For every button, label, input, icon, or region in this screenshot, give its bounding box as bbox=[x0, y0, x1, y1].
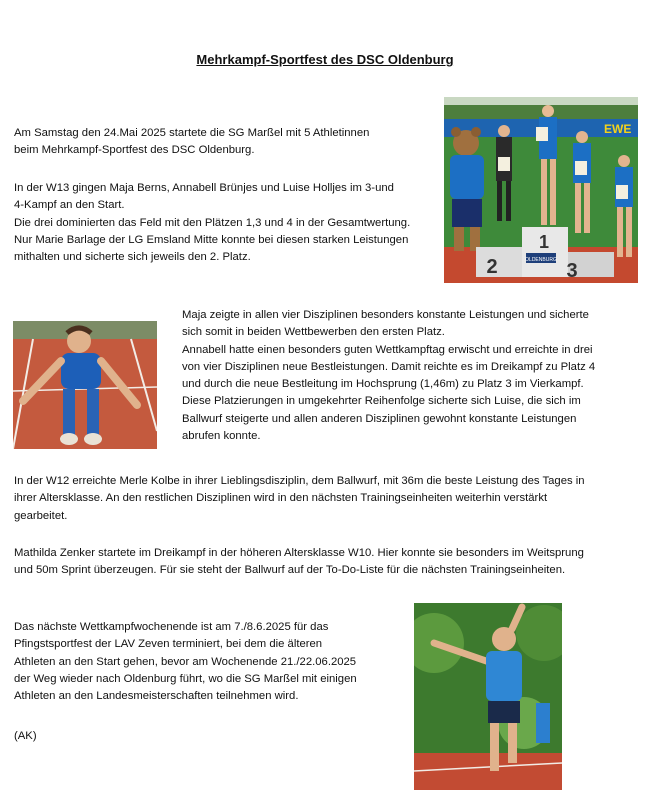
mascot-ear bbox=[451, 127, 461, 137]
longjump-photo bbox=[13, 321, 157, 449]
jumper-shoe bbox=[84, 433, 102, 445]
outlook-paragraph bbox=[14, 619, 357, 705]
text-line: 4-Kampf an den Start. bbox=[14, 199, 125, 212]
mascot-leg bbox=[454, 227, 464, 251]
athlete-head bbox=[576, 131, 588, 143]
author-signature bbox=[14, 728, 37, 745]
text-line: und 50m Sprint überzeugen. Für sie steht der Ballwurf auf der To-Do-Liste für die nächsten Trainingseinheiten. bbox=[14, 564, 566, 577]
text-line: gearbeitet. bbox=[14, 509, 68, 522]
certificate bbox=[536, 127, 548, 141]
text-line: Maja zeigte in allen vier Disziplinen besonders konstante Leistungen und sicherte bbox=[182, 309, 589, 321]
page-title: Mehrkampf-Sportfest des DSC Oldenburg bbox=[196, 52, 454, 67]
throw-scene bbox=[414, 603, 562, 790]
text-line: Pfingstsportfest der LAV Zeven terminiert, bei dem die älteren bbox=[14, 638, 323, 651]
text-line: Die drei dominierten das Feld mit den Plätzen 1,3 und 4 in der Gesamtwertung. bbox=[14, 216, 411, 229]
certificate bbox=[616, 185, 628, 199]
athlete-leg bbox=[617, 207, 623, 257]
text-line: sich somit in beiden Wettbewerben den ersten Platz. bbox=[182, 326, 445, 339]
jumper-sock bbox=[87, 389, 99, 435]
mascot-shorts bbox=[452, 199, 482, 227]
athlete-leg bbox=[575, 183, 581, 233]
text-line: von vier Disziplinen neue Bestleistungen. Damit reichte es im Dreikampf zu Platz 4 bbox=[182, 360, 596, 373]
text-line: und durch die neue Bestleitung im Hochsprung (1,46m) zu Platz 3 im Vierkampf. bbox=[182, 378, 584, 391]
intro-paragraph bbox=[14, 125, 369, 160]
banner-text: EWE bbox=[604, 122, 632, 136]
thrower-leg bbox=[508, 723, 517, 763]
athlete-head bbox=[618, 155, 630, 167]
text-line: Nur Marie Barlage der LG Emsland Mitte konnte bei diesen starken Leistungen bbox=[14, 233, 409, 246]
w12-paragraph bbox=[14, 473, 585, 525]
text-line: ihrer Altersklasse. An den restlichen Disziplinen wird in den nächsten Trainingseinheiten weiterhin verstärkt bbox=[14, 492, 548, 505]
athlete-head bbox=[542, 105, 554, 117]
podium-scene bbox=[444, 97, 638, 283]
text-line: abrufen konnte. bbox=[182, 430, 261, 443]
mascot-ear bbox=[471, 127, 481, 137]
certificate bbox=[498, 157, 510, 171]
text-line: Athleten an den Start gehen, bevor am Wochenende 21./22.06.2025 bbox=[14, 655, 357, 668]
podium-photo bbox=[444, 97, 638, 283]
results-paragraph bbox=[182, 307, 595, 445]
track bbox=[414, 753, 562, 790]
text-line: beim Mehrkampf-Sportfest des DSC Oldenburg. bbox=[14, 144, 255, 157]
athlete-leg bbox=[584, 183, 590, 233]
text-line: In der W13 gingen Maja Berns, Annabell Brünjes und Luise Holljes im 3-und bbox=[14, 182, 394, 194]
text-line: In der W12 erreichte Merle Kolbe in ihrer Lieblingsdisziplin, dem Ballwurf, mit 36m die beste Leistung des Tages in bbox=[14, 475, 585, 487]
podium-block-2 bbox=[476, 247, 522, 277]
text-line: Diese Platzierungen in umgekehrter Reihenfolge sicherte sich Luise, die sich im bbox=[182, 395, 581, 408]
thrower-shorts bbox=[488, 701, 520, 723]
w13-paragraph bbox=[14, 180, 410, 266]
athlete-head bbox=[498, 125, 510, 137]
text-line: Das nächste Wettkampfwochenende ist am 7./8.6.2025 für das bbox=[14, 621, 329, 633]
text-line: (AK) bbox=[14, 730, 37, 742]
jumper-sock bbox=[63, 389, 75, 435]
text-line: Ballwurf steigerte und allen anderen Disziplinen gewohnt konstante Leistungen bbox=[182, 412, 577, 425]
athlete-leg bbox=[550, 159, 556, 225]
athlete-leg bbox=[626, 207, 632, 257]
text-line: Athleten an den Landesmeisterschaften teilnehmen wird. bbox=[14, 690, 299, 703]
athlete-leg bbox=[541, 159, 547, 225]
mascot-body bbox=[450, 155, 484, 199]
place-label-1: 1 bbox=[538, 232, 550, 252]
thrower-jersey bbox=[486, 651, 522, 701]
athlete-leg bbox=[497, 181, 502, 221]
throw-photo bbox=[414, 603, 562, 790]
text-line: Annabell hatte einen besonders guten Wettkampftag erwischt und erreichte in drei bbox=[182, 343, 593, 356]
place-label-2: 2 bbox=[486, 256, 498, 278]
text-line: Mathilda Zenker startete im Dreikampf in der höheren Altersklasse W10. Hier konnte sie besonders im Weitsprung bbox=[14, 547, 584, 559]
text-line: der Weg wieder nach Oldenburg führt, wo die SG Marßel mit einigen bbox=[14, 672, 357, 685]
text-line: Am Samstag den 24.Mai 2025 startete die SG Marßel mit 5 Athletinnen bbox=[14, 127, 370, 139]
longjump-scene bbox=[13, 321, 157, 449]
certificate bbox=[575, 161, 587, 175]
w10-paragraph bbox=[14, 545, 584, 580]
bystander bbox=[536, 703, 550, 743]
jumper-jersey bbox=[61, 353, 101, 389]
sign-text: OLDENBURG bbox=[525, 257, 557, 263]
athlete-leg bbox=[506, 181, 511, 221]
jumper-shoe bbox=[60, 433, 78, 445]
thrower-leg bbox=[490, 723, 499, 771]
place-label-3: 3 bbox=[566, 260, 578, 282]
text-line: mithalten und sicherte sich jeweils den 2. Platz. bbox=[14, 251, 251, 264]
